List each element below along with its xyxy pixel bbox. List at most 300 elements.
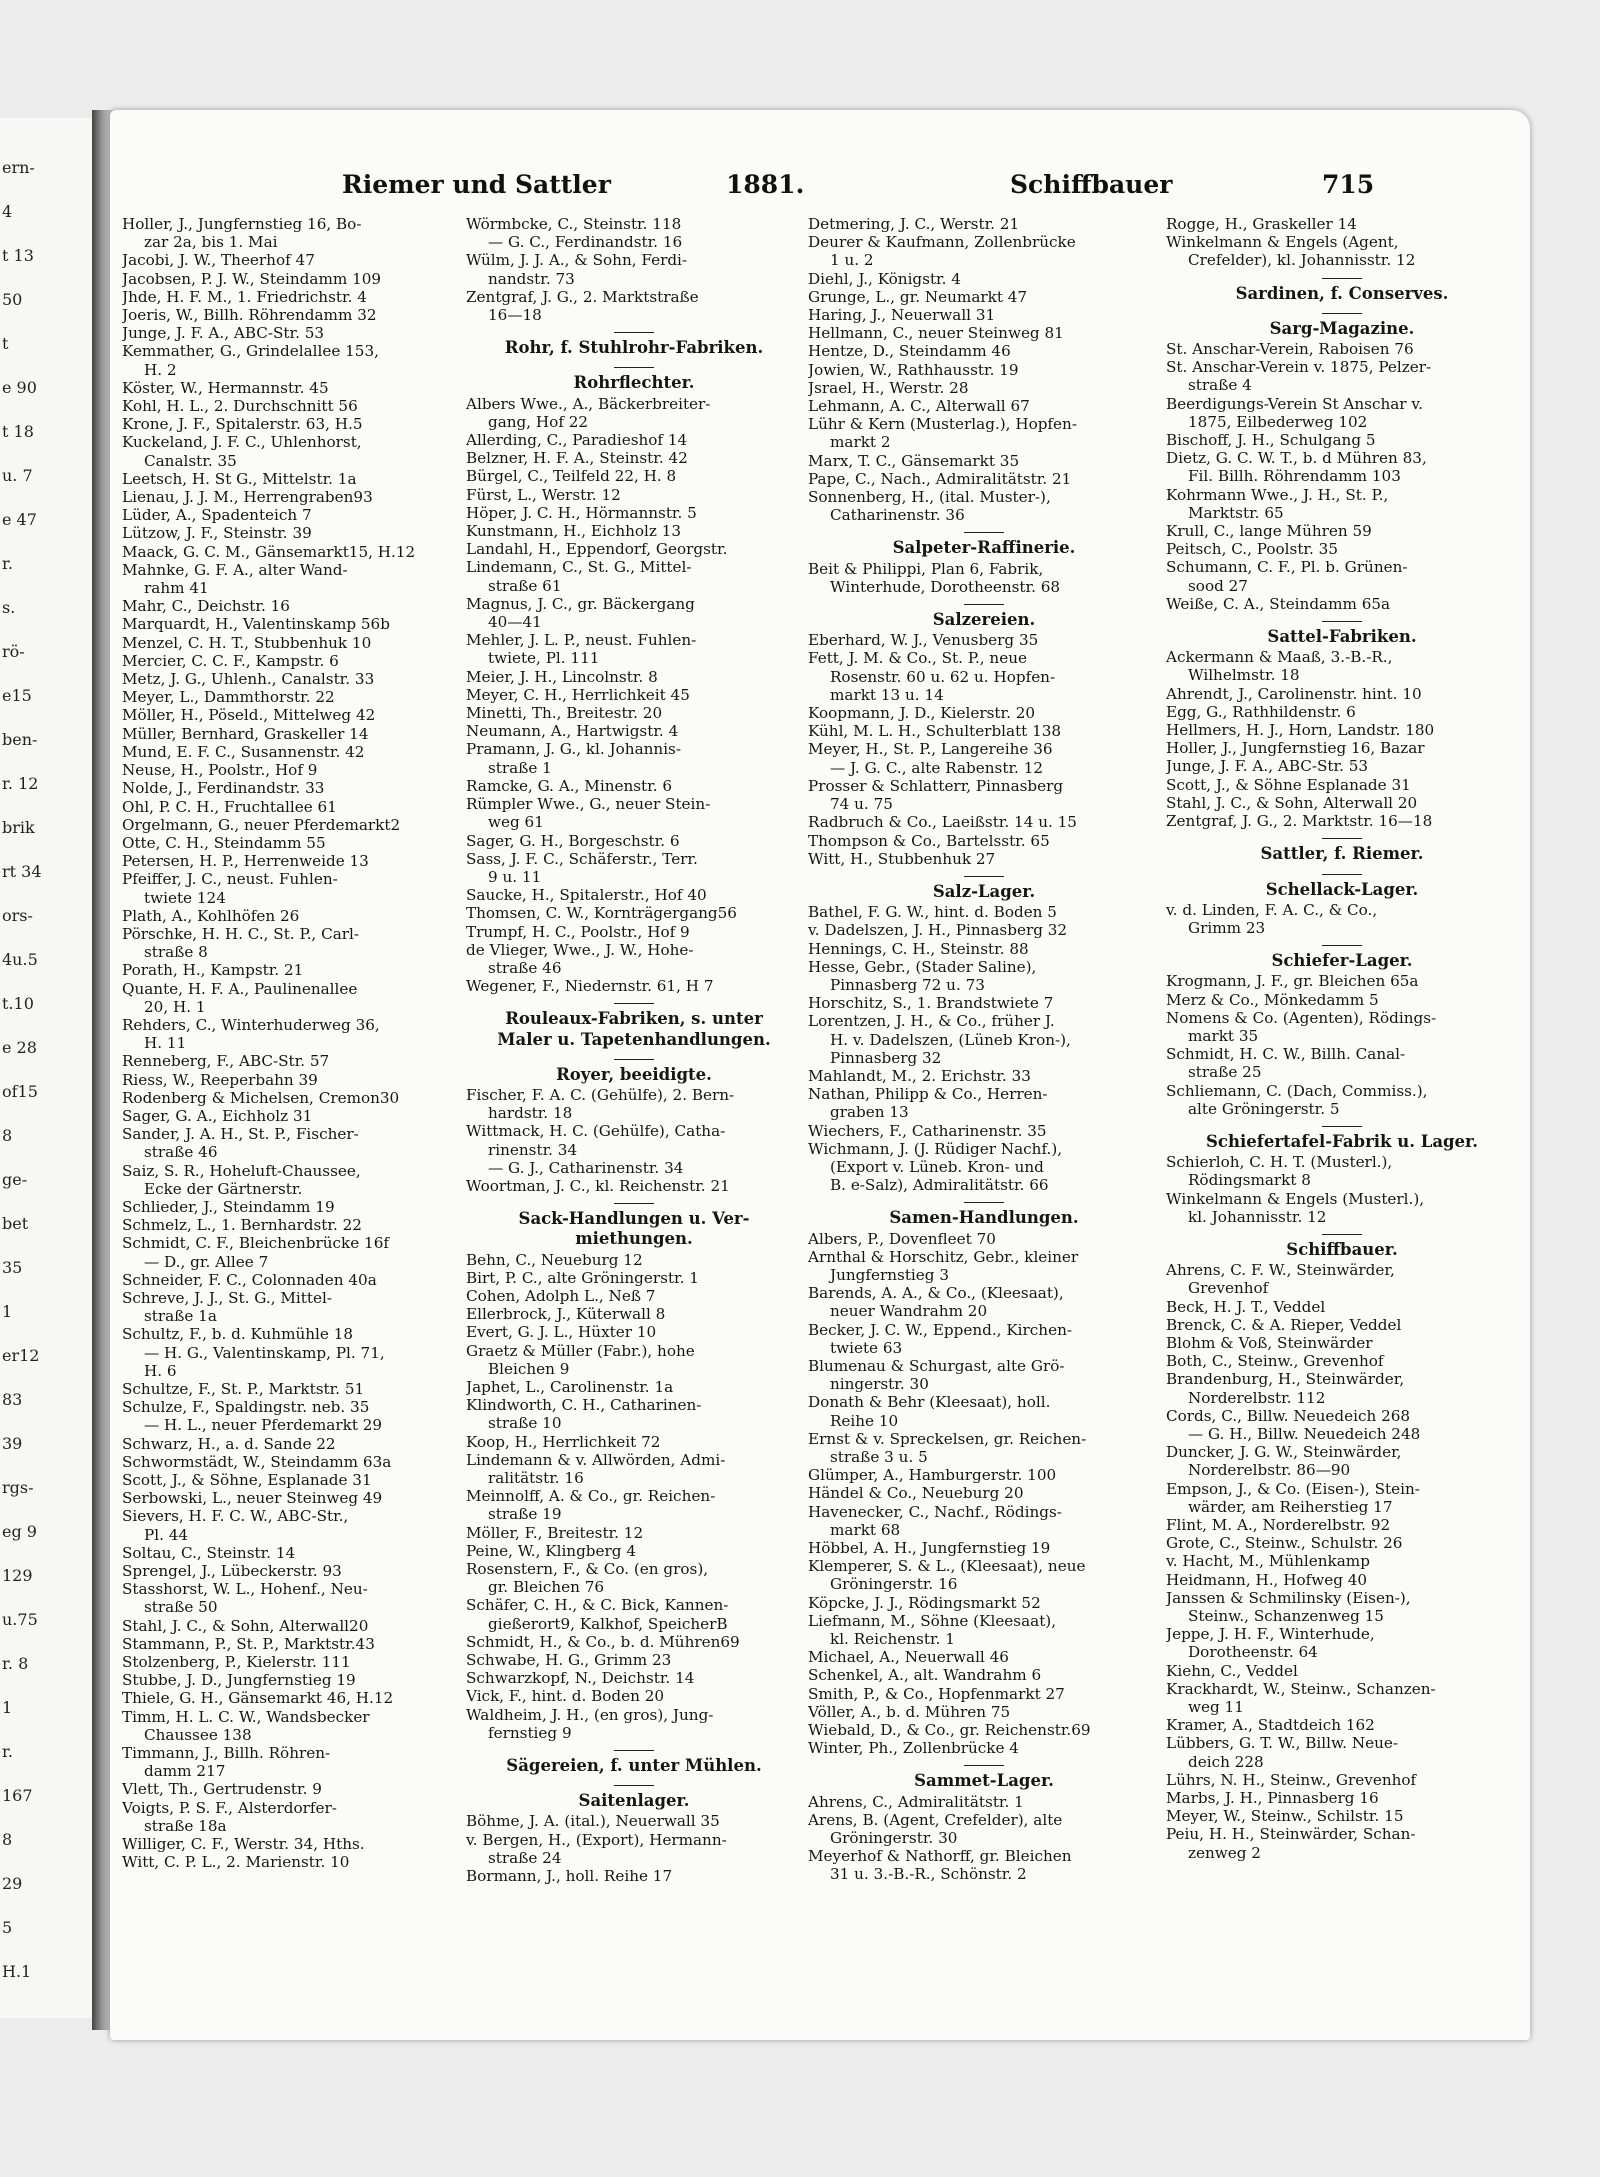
left-page-fragment: rgs- [2,1478,34,1497]
entry-continuation: straße 25 [1188,1063,1262,1082]
section-heading: Rohrflechter. [466,367,802,394]
directory-entry: Deurer & Kaufmann, Zollenbrücke [808,233,1076,252]
directory-entry: Minetti, Th., Breitestr. 20 [466,704,663,723]
directory-entry: Michael, A., Neuerwall 46 [808,1648,1009,1667]
directory-entry: Sprengel, J., Lübeckerstr. 93 [122,1562,342,1581]
directory-entry: Neuse, H., Poolstr., Hof 9 [122,761,318,780]
section-heading: Saitenlager. [466,1785,802,1812]
directory-entry: Möller, F., Breitestr. 12 [466,1523,644,1542]
directory-entry: Kunstmann, H., Eichholz 13 [466,522,682,541]
directory-entry: Arens, B. (Agent, Crefelder), alte [808,1810,1063,1829]
directory-entry: Haring, J., Neuerwall 31 [808,306,996,325]
entry-continuation: gießerort9, Kalkhof, SpeicherB [488,1614,728,1633]
directory-entry: Krone, J. F., Spitalerstr. 63, H.5 [122,415,363,434]
left-page-fragment: r. 8 [2,1654,29,1673]
directory-entry: Petersen, H. P., Herrenweide 13 [122,852,369,871]
directory-entry: Lehmann, A. C., Alterwall 67 [808,397,1030,416]
entry-continuation: hardstr. 18 [488,1104,573,1123]
directory-page [110,110,1530,2040]
entry-continuation: Ecke der Gärtnerstr. [144,1179,303,1198]
left-page-fragment: t.10 [2,994,34,1013]
directory-entry: Beck, H. J. T., Veddel [1166,1297,1326,1316]
directory-entry: Hesse, Gebr., (Stader Saline), [808,957,1037,976]
directory-entry: Joeris, W., Billh. Röhrendamm 32 [122,306,377,325]
section-heading: Samen-Handlungen. [808,1202,1160,1229]
entry-continuation: Grimm 23 [1188,918,1266,937]
directory-entry: Schwabe, H. G., Grimm 23 [466,1651,672,1670]
directory-entry: Rehders, C., Winterhuderweg 36, [122,1015,380,1034]
left-page-fragment: e 90 [2,378,37,397]
directory-entry: Bormann, J., holl. Reihe 17 [466,1867,673,1886]
left-page-fragment: e 28 [2,1038,37,1057]
directory-entry: Lüder, A., Spadenteich 7 [122,506,312,525]
entry-continuation: 16—18 [488,306,542,325]
directory-entry: Wülm, J. J. A., & Sohn, Ferdi- [466,251,688,270]
entry-continuation: alte Gröningerstr. 5 [1188,1099,1340,1118]
directory-entry: Thiele, G. H., Gänsemarkt 46, H.12 [122,1689,394,1708]
directory-entry: Ahrens, C., Admiralitätstr. 1 [808,1792,1024,1811]
directory-entry: Fischer, F. A. C. (Gehülfe), 2. Bern- [466,1085,735,1104]
left-page-fragment: t [2,334,9,353]
directory-entry: Kohl, H. L., 2. Durchschnitt 56 [122,397,358,416]
directory-entry: Menzel, C. H. T., Stubbenhuk 10 [122,633,372,652]
entry-continuation: straße 1 [488,758,552,777]
entry-continuation: wärder, am Reiherstieg 17 [1188,1497,1393,1516]
directory-entry: Metz, J. G., Uhlenh., Canalstr. 33 [122,670,375,689]
directory-entry: Wiebald, D., & Co., gr. Reichenstr.69 [808,1721,1091,1740]
directory-entry: Pape, C., Nach., Admiralitätstr. 21 [808,469,1072,488]
left-page-fragment: r. [2,554,13,573]
entry-continuation: nandstr. 73 [488,269,575,288]
entry-continuation: straße 19 [488,1505,562,1524]
entry-continuation: ningerstr. 30 [830,1375,929,1394]
section-heading: Schiefertafel-Fabrik u. Lager. [1166,1126,1518,1153]
left-page-fragment: ben- [2,730,38,749]
left-page-fragment: 83 [2,1390,23,1409]
directory-entry: Riess, W., Reeperbahn 39 [122,1070,318,1089]
directory-entry: Plath, A., Kohlhöfen 26 [122,906,300,925]
directory-entry: Beerdigungs-Verein St Anschar v. [1166,394,1423,413]
directory-entry: Flint, M. A., Norderelbstr. 92 [1166,1516,1391,1534]
directory-entry: Bathel, F. G. W., hint. d. Boden 5 [808,903,1057,922]
directory-entry: Zentgraf, J. G., 2. Marktstraße [466,287,699,306]
directory-entry: Meyer, W., Steinw., Schilstr. 15 [1166,1807,1404,1826]
directory-entry: Schäfer, C. H., & C. Bick, Kannen- [466,1596,729,1615]
directory-entry: Barends, A. A., & Co., (Kleesaat), [808,1284,1064,1303]
left-page-fragment: 39 [2,1434,23,1453]
directory-entry: Ellerbrock, J., Küterwall 8 [466,1305,666,1324]
entry-continuation: straße 46 [488,958,562,977]
directory-entry: Wittmack, H. C. (Gehülfe), Catha- [466,1122,726,1141]
entry-continuation: Gröningerstr. 30 [830,1829,958,1848]
directory-entry: Albers Wwe., A., Bäckerbreiter- [466,394,711,413]
entry-continuation: Reihe 10 [830,1411,899,1430]
directory-entry: Porath, H., Kampstr. 21 [122,961,304,980]
directory-entry: Mund, E. F. C., Susannenstr. 42 [122,742,365,761]
directory-entry: Schmidt, H. C. W., Billh. Canal- [1166,1045,1406,1064]
section-heading-continued: Maler u. Tapetenhandlungen. [497,1029,771,1049]
directory-entry: Beit & Philippi, Plan 6, Fabrik, [808,559,1044,578]
directory-entry: Cords, C., Billw. Neuedeich 268 [1166,1406,1411,1425]
directory-entry: Holler, J., Jungfernstieg 16, Bazar [1166,739,1425,758]
entry-continuation: straße 18a [144,1816,227,1835]
left-page-fragment: ern- [2,158,35,177]
section-heading: Rohr, f. Stuhlrohr-Fabriken. [466,332,802,359]
directory-entry: Witt, H., Stubbenhuk 27 [808,849,996,868]
directory-entry: Marquardt, H., Valentinskamp 56b [122,615,390,634]
directory-entry: Fürst, L., Werstr. 12 [466,485,621,504]
entry-continuation: — D., gr. Allee 7 [144,1252,269,1271]
directory-entry: Krogmann, J. F., gr. Bleichen 65a [1166,972,1419,991]
directory-entry: Havenecker, C., Nachf., Rödings- [808,1502,1062,1521]
directory-entry: Quante, H. F. A., Paulinenallee [122,979,358,998]
directory-entry: Meinnolff, A. & Co., gr. Reichen- [466,1487,716,1506]
directory-entry: Renneberg, F., ABC-Str. 57 [122,1052,330,1071]
entry-continuation: kl. Reichenstr. 1 [830,1630,955,1649]
directory-entry: Blumenau & Schurgast, alte Grö- [808,1356,1065,1375]
entry-continuation: neuer Wandrahm 20 [830,1302,988,1321]
left-page-fragment: u.75 [2,1610,38,1629]
directory-entry: Nathan, Philipp & Co., Herren- [808,1085,1048,1104]
entry-continuation: zar 2a, bis 1. Mai [144,233,278,252]
entry-continuation: — J. G. C., alte Rabenstr. 12 [830,758,1044,777]
left-page-fragment: H.1 [2,1962,32,1981]
directory-entry: Behn, C., Neueburg 12 [466,1250,643,1269]
directory-entry: Winkelmann & Engels (Agent, [1166,233,1399,252]
directory-entry: Horschitz, S., 1. Brandstwiete 7 [808,994,1054,1013]
directory-entry: Diehl, J., Königstr. 4 [808,269,961,288]
directory-entry: de Vlieger, Wwe., J. W., Hohe- [466,940,694,959]
directory-entry: Woortman, J. C., kl. Reichenstr. 21 [466,1176,730,1195]
entry-continuation: B. e-Salz), Admiralitätstr. 66 [830,1176,1049,1195]
section-heading: Salz-Lager. [808,876,1160,903]
directory-entry: Weiße, C. A., Steindamm 65a [1166,594,1391,613]
directory-entry: Kemmather, G., Grindelallee 153, [122,342,379,361]
column-2 [466,215,802,1885]
directory-entry: Magnus, J. C., gr. Bäckergang [466,594,695,613]
directory-entry: Albers, P., Dovenfleet 70 [808,1229,996,1248]
directory-entry: Zentgraf, J. G., 2. Marktstr. 16—18 [1166,812,1433,831]
entry-continuation: 9 u. 11 [488,867,542,886]
directory-entry: Krackhardt, W., Steinw., Schanzen- [1166,1679,1436,1698]
entry-continuation: Norderelbstr. 86—90 [1188,1461,1351,1480]
section-heading: Royer, beeidigte. [466,1059,802,1086]
section-heading: Salpeter-Raffinerie. [808,532,1160,559]
directory-entry: Köster, W., Hermannstr. 45 [122,378,329,397]
left-page-fragment: er12 [2,1346,40,1365]
entry-continuation: graben 13 [830,1103,909,1122]
entry-continuation: gr. Bleichen 76 [488,1578,605,1597]
entry-continuation: straße 1a [144,1307,217,1326]
entry-continuation: Crefelder), kl. Johannisstr. 12 [1188,251,1416,270]
directory-entry: Thomsen, C. W., Kornträgergang56 [466,904,737,923]
directory-entry: Jowien, W., Rathhausstr. 19 [808,360,1019,379]
header-left-title: Riemer und Sattler [342,170,611,199]
entry-continuation: Gröningerstr. 16 [830,1575,958,1594]
directory-entry: Sager, G. H., Borgeschstr. 6 [466,831,680,850]
left-page-fragment: e 47 [2,510,37,529]
entry-continuation: H. v. Dadelszen, (Lüneb Kron-), [830,1030,1071,1049]
directory-entry: Koop, H., Herrlichkeit 72 [466,1432,661,1451]
directory-entry: Klemperer, S. & L., (Kleesaat), neue [808,1557,1086,1576]
directory-entry: Schmidt, C. F., Bleichenbrücke 16f [122,1234,389,1253]
directory-entry: Rogge, H., Graskeller 14 [1166,215,1357,233]
entry-continuation: Jungfernstieg 3 [830,1265,949,1284]
directory-entry: Nolde, J., Ferdinandstr. 33 [122,779,325,798]
directory-entry: Janssen & Schmilinsky (Eisen-), [1166,1588,1411,1607]
section-heading: Sattler, f. Riemer. [1166,838,1518,865]
entry-continuation: H. 2 [144,360,177,379]
section-heading: Sattel-Fabriken. [1166,621,1518,648]
entry-continuation: rinenstr. 34 [488,1140,578,1159]
entry-continuation: straße 24 [488,1848,562,1867]
directory-entry: Jacobi, J. W., Theerhof 47 [122,251,315,270]
directory-entry: Meyer, L., Dammthorstr. 22 [122,688,335,707]
directory-entry: Schneider, F. C., Colonnaden 40a [122,1270,377,1289]
directory-entry: Jsrael, H., Werstr. 28 [808,378,969,397]
directory-entry: Duncker, J. G. W., Steinwärder, [1166,1443,1402,1462]
entry-continuation: Pinnasberg 32 [830,1048,942,1067]
directory-entry: Junge, J. F. A., ABC-Str. 53 [1166,757,1369,776]
left-page-edge [0,118,94,2018]
section-heading: Rouleaux-Fabriken, s. unter [466,1003,802,1030]
directory-entry: Serbowski, L., neuer Steinweg 49 [122,1489,383,1508]
left-page-fragment: 4u.5 [2,950,38,969]
directory-entry: Lührs, N. H., Steinw., Grevenhof [1166,1770,1417,1789]
entry-continuation: Winterhude, Dorotheenstr. 68 [830,577,1061,596]
directory-entry: Jhde, H. F. M., 1. Friedrichstr. 4 [122,287,367,306]
directory-entry: Blohm & Voß, Steinwärder [1166,1333,1373,1352]
left-page-fragment: s. [2,598,16,617]
left-page-fragment: 29 [2,1874,23,1893]
directory-entry: Lorentzen, J. H., & Co., früher J. [808,1012,1055,1031]
directory-entry: Rümpler Wwe., G., neuer Stein- [466,795,711,814]
directory-entry: Donath & Behr (Kleesaat), holl. [808,1393,1051,1412]
directory-entry: Schmidt, H., & Co., b. d. Mühren69 [466,1632,740,1651]
entry-continuation: twiete 63 [830,1338,903,1357]
entry-continuation: straße 50 [144,1598,218,1617]
entry-continuation: Bleichen 9 [488,1359,570,1378]
directory-entry: Thompson & Co., Bartelsstr. 65 [808,831,1050,850]
directory-entry: Nomens & Co. (Agenten), Rödings- [1166,1008,1437,1027]
directory-entry: Prosser & Schlatterr, Pinnasberg [808,776,1064,795]
entry-continuation: sood 27 [1188,576,1248,595]
left-page-fragment: rt 34 [2,862,42,881]
directory-entry: Ahrendt, J., Carolinenstr. hint. 10 [1166,684,1422,703]
left-page-fragment: ors- [2,906,33,925]
directory-entry: Voigts, P. S. F., Alsterdorfer- [122,1798,337,1817]
directory-entry: Koopmann, J. D., Kielerstr. 20 [808,704,1036,723]
entry-continuation: 20, H. 1 [144,997,206,1016]
directory-entry: Kohrmann Wwe., J. H., St. P., [1166,485,1389,504]
directory-entry: Kramer, A., Stadtdeich 162 [1166,1716,1375,1735]
directory-entry: Heidmann, H., Hofweg 40 [1166,1570,1368,1589]
entry-continuation: Catharinenstr. 36 [830,506,965,525]
directory-entry: Evert, G. J. L., Hüxter 10 [466,1323,657,1342]
entry-continuation: 74 u. 75 [830,795,893,814]
directory-entry: Soltau, C., Steinstr. 14 [122,1543,296,1562]
entry-continuation: Rosenstr. 60 u. 62 u. Hopfen- [830,667,1056,686]
directory-entry: Rosenstern, F., & Co. (en gros), [466,1560,709,1579]
directory-entry: Peitsch, C., Poolstr. 35 [1166,540,1338,559]
directory-entry: Hellmann, C., neuer Steinweg 81 [808,324,1064,343]
entry-continuation: Norderelbstr. 112 [1188,1388,1326,1407]
left-page-fragment: bet [2,1214,29,1233]
directory-entry: Graetz & Müller (Fabr.), hohe [466,1341,695,1360]
directory-entry: Wichmann, J. (J. Rüdiger Nachf.), [808,1139,1063,1158]
directory-entry: Orgelmann, G., neuer Pferdemarkt2 [122,815,401,834]
directory-entry: Stahl, J. C., & Sohn, Alterwall20 [122,1616,369,1635]
directory-entry: Witt, C. P. L., 2. Marienstr. 10 [122,1853,350,1872]
directory-entry: Mercier, C. C. F., Kampstr. 6 [122,651,339,670]
directory-entry: Landahl, H., Eppendorf, Georgstr. [466,540,728,559]
directory-entry: Stolzenberg, P., Kielerstr. 111 [122,1653,351,1672]
column-1 [122,215,460,1871]
directory-entry: Mahlandt, M., 2. Erichstr. 33 [808,1066,1031,1085]
directory-entry: Ramcke, G. A., Minenstr. 6 [466,776,673,795]
entry-continuation: twiete, Pl. 111 [488,649,600,668]
directory-entry: Wiechers, F., Catharinenstr. 35 [808,1121,1047,1140]
directory-entry: Pfeiffer, J. C., neust. Fuhlen- [122,870,338,889]
directory-entry: Peiu, H. H., Steinwärder, Schan- [1166,1825,1416,1844]
directory-entry: Allerding, C., Paradieshof 14 [466,431,688,450]
directory-entry: Meyer, H., St. P., Langereihe 36 [808,740,1053,759]
directory-entry: Köpcke, J. J., Rödingsmarkt 52 [808,1593,1041,1612]
directory-entry: Stasshorst, W. L., Hohenf., Neu- [122,1580,368,1599]
entry-continuation: straße 4 [1188,376,1252,395]
entry-continuation: Rödingsmarkt 8 [1188,1171,1311,1190]
left-page-fragment: 5 [2,1918,13,1937]
directory-entry: Merz & Co., Mönkedamm 5 [1166,990,1379,1009]
entry-continuation: gang, Hof 22 [488,412,589,431]
page-number: 715 [1322,170,1375,199]
directory-entry: Peine, W., Klingberg 4 [466,1541,636,1560]
directory-entry: Both, C., Steinw., Grevenhof [1166,1352,1384,1371]
directory-entry: Schierloh, C. H. T. (Musterl.), [1166,1153,1393,1172]
left-page-fragment: 4 [2,202,13,221]
left-page-fragment: eg 9 [2,1522,37,1541]
directory-entry: Winkelmann & Engels (Musterl.), [1166,1189,1425,1208]
directory-entry: Kiehn, C., Veddel [1166,1661,1298,1680]
directory-entry: Timmann, J., Billh. Röhren- [122,1744,331,1763]
section-heading: Schellack-Lager. [1166,874,1518,901]
directory-entry: Kühl, M. L. H., Schulterblatt 138 [808,722,1062,741]
section-heading: Sarg-Magazine. [1166,313,1518,340]
directory-entry: Krull, C., lange Mühren 59 [1166,522,1372,541]
left-page-fragment: r. 12 [2,774,39,793]
directory-entry: Höbbel, A. H., Jungfernstieg 19 [808,1539,1051,1558]
directory-entry: Ernst & v. Spreckelsen, gr. Reichen- [808,1429,1087,1448]
entry-continuation: Pl. 44 [144,1525,189,1544]
directory-entry: Hellmers, H. J., Horn, Landstr. 180 [1166,721,1435,740]
directory-entry: Holler, J., Jungfernstieg 16, Bo- [122,215,362,233]
directory-entry: Ahrens, C. F. W., Steinwärder, [1166,1261,1395,1280]
entry-continuation: Wilhelmstr. 18 [1188,666,1300,685]
directory-entry: Schulze, F., Spaldingstr. neb. 35 [122,1398,370,1417]
header-year: 1881. [726,170,805,199]
directory-entry: Jeppe, J. H. F., Winterhude, [1166,1625,1375,1644]
directory-entry: Detmering, J. C., Werstr. 21 [808,215,1020,233]
directory-entry: Scott, J., & Söhne, Esplanade 31 [122,1471,372,1490]
section-heading: Salzereien. [808,604,1160,631]
column-3 [808,215,1160,1884]
directory-entry: Sonnenberg, H., (ital. Muster-), [808,488,1051,507]
directory-entry: Pramann, J. G., kl. Johannis- [466,740,681,759]
directory-entry: Glümper, A., Hamburgerstr. 100 [808,1466,1057,1485]
directory-entry: Lienau, J. J. M., Herrengraben93 [122,488,373,507]
directory-entry: Mehler, J. L. P., neust. Fuhlen- [466,631,697,650]
entry-continuation: 40—41 [488,613,542,632]
left-page-fragment: u. 7 [2,466,33,485]
directory-entry: Grote, C., Steinw., Schulstr. 26 [1166,1534,1403,1553]
directory-entry: Stubbe, J. D., Jungfernstieg 19 [122,1671,356,1690]
entry-continuation: straße 46 [144,1143,218,1162]
left-page-fragment: 8 [2,1830,13,1849]
directory-entry: Smith, P., & Co., Hopfenmarkt 27 [808,1684,1065,1703]
directory-entry: Leetsch, H. St G., Mittelstr. 1a [122,469,357,488]
directory-entry: Rodenberg & Michelsen, Cremon30 [122,1088,400,1107]
directory-entry: Schlieder, J., Steindamm 19 [122,1197,335,1216]
directory-entry: Völler, A., b. d. Mühren 75 [808,1702,1011,1721]
directory-entry: Vlett, Th., Gertrudenstr. 9 [122,1780,322,1799]
entry-continuation: Canalstr. 35 [144,451,237,470]
left-page-fragment: rö- [2,642,25,661]
directory-entry: Meier, J. H., Lincolnstr. 8 [466,667,658,686]
directory-entry: Radbruch & Co., Laeißstr. 14 u. 15 [808,813,1077,832]
directory-entry: Egg, G., Rathhildenstr. 6 [1166,702,1356,721]
left-page-fragment: t 18 [2,422,34,441]
directory-entry: Empson, J., & Co. (Eisen-), Stein- [1166,1479,1420,1498]
directory-entry: Dietz, G. C. W. T., b. d Mühren 83, [1166,449,1427,468]
left-page-fragment: r. [2,1742,13,1761]
directory-entry: Ackermann & Maaß, 3.-B.-R., [1166,648,1393,667]
directory-entry: Vick, F., hint. d. Boden 20 [466,1687,665,1706]
column-4 [1166,215,1518,1862]
entry-continuation: — H. G., Valentinskamp, Pl. 71, [144,1343,385,1362]
directory-entry: Hentze, D., Steindamm 46 [808,342,1011,361]
directory-entry: Marbs, J. H., Pinnasberg 16 [1166,1789,1379,1808]
directory-entry: Schwarz, H., a. d. Sande 22 [122,1434,336,1453]
section-heading-continued: miethungen. [575,1229,693,1249]
directory-entry: Winter, Ph., Zollenbrücke 4 [808,1739,1019,1758]
page-header [110,170,1530,210]
directory-entry: Wörmbcke, C., Steinstr. 118 [466,215,682,233]
directory-entry: Brandenburg, H., Steinwärder, [1166,1370,1405,1389]
directory-entry: Müller, Bernhard, Graskeller 14 [122,724,369,743]
directory-entry: Liefmann, M., Söhne (Kleesaat), [808,1611,1057,1630]
directory-entry: Sievers, H. F. C. W., ABC-Str., [122,1507,349,1526]
directory-entry: Schliemann, C. (Dach, Commiss.), [1166,1081,1428,1100]
directory-entry: Lindemann & v. Allwörden, Admi- [466,1450,726,1469]
entry-continuation: H. 6 [144,1361,177,1380]
directory-entry: Kuckeland, J. F. C., Uhlenhorst, [122,433,362,452]
directory-entry: Schultz, F., b. d. Kuhmühle 18 [122,1325,354,1344]
directory-entry: Schmelz, L., 1. Bernhardstr. 22 [122,1216,362,1235]
directory-entry: Schenkel, A., alt. Wandrahm 6 [808,1666,1042,1685]
directory-entry: Stammann, P., St. P., Marktstr.43 [122,1634,375,1653]
directory-entry: v. Bergen, H., (Export), Hermann- [466,1830,727,1849]
entry-continuation: Marktstr. 65 [1188,503,1284,522]
directory-entry: Brenck, C. & A. Rieper, Veddel [1166,1315,1402,1334]
directory-entry: Meyerhof & Nathorff, gr. Bleichen [808,1847,1072,1866]
directory-entry: Schreve, J. J., St. G., Mittel- [122,1288,332,1307]
entry-continuation: — H. L., neuer Pferdemarkt 29 [144,1416,383,1435]
directory-entry: Maack, G. C. M., Gänsemarkt15, H.12 [122,542,416,561]
directory-entry: Händel & Co., Neueburg 20 [808,1484,1024,1503]
directory-entry: Hennings, C. H., Steinstr. 88 [808,939,1029,958]
entry-continuation: markt 13 u. 14 [830,685,944,704]
entry-continuation: (Export v. Lüneb. Kron- und [830,1157,1044,1176]
